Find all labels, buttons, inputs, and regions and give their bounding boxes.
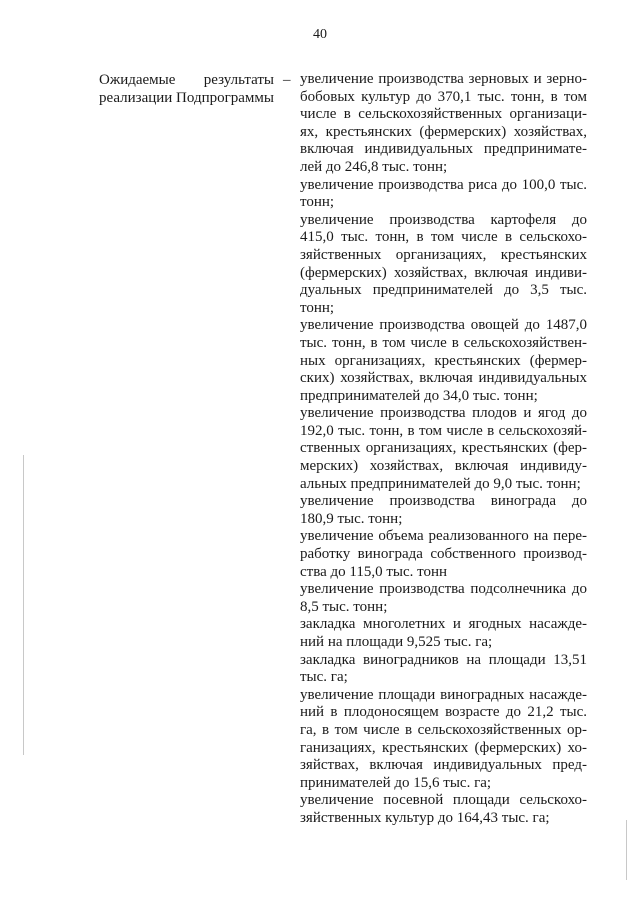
label-separator-dash: – — [283, 72, 291, 88]
result-item: увеличение производства подсолнечника до 8,5 тыс. тонн; — [300, 581, 587, 615]
result-item: увеличение производства овощей до 1487,0 тыс. тонн, в том числе в сельскохозяйствен-ных организациях, крестьянских (фермер-ских) хозяйствах, включая индивидуальных предпринимателей до 34,0 тыс. тонн; — [300, 317, 587, 404]
row-label-word-1: Ожидаемые — [99, 72, 176, 88]
result-item: увеличение производства плодов и ягод до 192,0 тыс. тонн, в том числе в сельскохозяй-ственных организациях, крестьянских (фер-мерских) хозяйствах, включая индивиду-альных предпринимателей до 9,0 тыс. тонн; — [300, 405, 587, 492]
result-item: увеличение объема реализованного на пере-работку винограда собственного производ-ства до 115,0 тыс. тонн — [300, 528, 587, 580]
result-item: увеличение производства зерновых и зерно-бобовых культур до 370,1 тыс. тонн, в том числе в сельскохозяйственных организаци-ях, крестьянских (фермерских) хозяйствах, включая индивидуальных предпринимате-лей до 246,8 тыс. тонн; — [300, 71, 587, 175]
result-item: закладка виноградников на площади 13,51 тыс. га; — [300, 651, 587, 686]
scan-edge-mark-left — [23, 455, 24, 755]
row-label — [99, 71, 274, 107]
result-item: закладка многолетних и ягодных насажде-ний на площади 9,525 тыс. га; — [300, 616, 587, 650]
page-number: 40 — [313, 27, 327, 42]
result-item: увеличение производства риса до 100,0 тыс. тонн; — [300, 176, 587, 211]
row-label-line-2: реализации Подпрограммы — [99, 90, 274, 106]
result-item: увеличение производства картофеля до 415,0 тыс. тонн, в том числе в сельскохо-зяйственных организациях, крестьянских (фермерских) хозяйствах, включая индиви-дуальных предпринимателей до 3,5 тыс. тонн; — [300, 211, 587, 316]
result-item: увеличение производства винограда до 180,9 тыс. тонн; — [300, 493, 587, 527]
result-item: увеличение посевной площади сельскохо-зяйственных культур до 164,43 тыс. га; — [300, 792, 587, 826]
result-item: увеличение площади виноградных насажде-ний в плодоносящем возрасте до 21,2 тыс. га, в том числе в сельскохозяйственных ор-ганизациях, крестьянских (фермерских) хо-зяйствах, включая индивидуальных пред-принимателей до 15,6 тыс. га; — [300, 686, 587, 791]
expected-results-list — [300, 71, 587, 828]
row-label-word-2: результаты — [203, 72, 274, 88]
scan-edge-mark-right — [626, 820, 627, 880]
